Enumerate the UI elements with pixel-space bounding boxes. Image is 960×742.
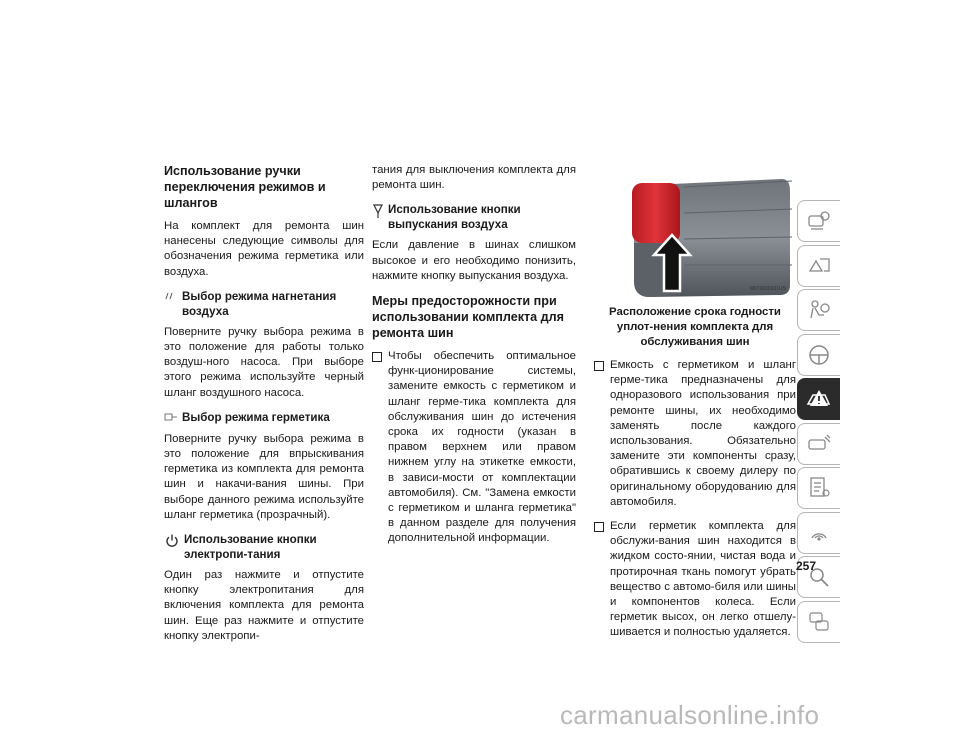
sealant-canister-figure xyxy=(632,173,792,301)
bullet-text: Чтобы обеспечить оптимальное функ-ционирование системы, замените емкость с герметиком и шланг герме-тика комплекта для обслуживания шин до истечения срока их годности (указан в правом верхнем или правом нижнем углу на этикетке емкости, в зависи-мости от комплектации автомобиля). См. "Замена емкости с герметиком и шланга герметика" в данном разделе для получения дополнительной информации. xyxy=(388,350,576,545)
bullet-item xyxy=(594,358,796,510)
safety-icon xyxy=(806,253,832,279)
page-number: 257 xyxy=(796,559,817,573)
bullet-text: Если герметик комплекта для обслужи-вания шин находится в жидком состо-янии, чистая вода и протирочная ткань помогут убрать вещество с автомо-биля или шины и компонентов колеса. Если герметик высох, он легко отшелу-шивается и полностью удаляется. xyxy=(610,520,796,639)
heading-air-mode-text: Выбор режима нагнетания воздуха xyxy=(182,289,337,318)
paragraph-sealant-mode: Поверните ручку выбора режима в это положение для впрыскивания герметика из комплекта для ремонта шин и накачи-вания шины. При выборе данного режима используйте шланг герметика (прозрачный). xyxy=(164,432,364,521)
bullet-square-icon xyxy=(594,522,604,532)
deflate-icon xyxy=(372,203,384,223)
tab-servicing[interactable] xyxy=(797,423,840,465)
column-right xyxy=(594,165,796,650)
power-icon xyxy=(164,533,180,553)
heading-power-button xyxy=(164,532,364,562)
airbag-icon xyxy=(806,297,832,323)
paragraph-air-mode: Поверните ручку выбора режима в это положение для работы только воздуш-ного насоса. При выборе этого режима используйте черный шланг воздушного насоса. xyxy=(164,325,364,399)
heading-air-mode xyxy=(164,289,364,319)
servicing-icon xyxy=(806,431,832,457)
heading-deflate-button-text: Использование кнопки выпускания воздуха xyxy=(388,203,521,232)
heading-sealant-mode-text: Выбор режима герметика xyxy=(182,410,330,424)
heading-deflate-button xyxy=(372,202,576,232)
roadside-emergency-icon xyxy=(805,386,833,412)
column-middle xyxy=(372,163,576,556)
tab-languages[interactable] xyxy=(797,601,840,643)
heading-power-button-text: Использование кнопки электропи-тания xyxy=(184,533,317,562)
paragraph-intro: На комплект для ремонта шин нанесены следующие символы для обозначения режима герметика или воздуха. xyxy=(164,220,364,278)
tab-emergency[interactable] xyxy=(797,378,840,420)
tab-vehicle-info[interactable] xyxy=(797,200,840,242)
tab-safety[interactable] xyxy=(797,245,840,287)
bullet-item xyxy=(372,349,576,547)
bullet-square-icon xyxy=(594,361,604,371)
paragraph-continuation: тания для выключения комплекта для ремонта шин. xyxy=(372,164,576,192)
sealant-mode-icon xyxy=(164,411,178,426)
column-left xyxy=(164,163,364,653)
paragraph-deflate-button: Если давление в шинах слишком высокое и его необходимо понизить, нажмите кнопку выпускания воздуха. xyxy=(372,239,576,282)
watermark: carmanualsonline.info xyxy=(560,700,820,730)
chapter-tabs xyxy=(797,200,843,645)
bullet-item xyxy=(594,519,796,641)
figure-code: M070000031US xyxy=(749,285,786,292)
specifications-icon xyxy=(806,475,832,501)
section-title-mode-knob: Использование ручки переключения режимов и шлангов xyxy=(164,164,326,210)
bullet-square-icon xyxy=(372,352,382,362)
multimedia-icon xyxy=(806,520,832,546)
tab-driving[interactable] xyxy=(797,334,840,376)
paragraph-power-button: Один раз нажмите и отпустите кнопку электропитания для включения комплекта для ремонта шин. Еще раз нажмите и отпустите кнопку электропи- xyxy=(164,569,364,642)
tab-multimedia[interactable] xyxy=(797,512,840,554)
tab-specifications[interactable] xyxy=(797,467,840,509)
section-title-precautions: Меры предосторожности при использовании комплекта для ремонта шин xyxy=(372,294,565,341)
vehicle-info-icon xyxy=(806,208,832,234)
heading-sealant-mode xyxy=(164,410,364,426)
steering-wheel-icon xyxy=(806,342,832,368)
figure-caption: Расположение срока годности уплот-нения комплекта для обслуживания шин xyxy=(609,306,781,348)
languages-icon xyxy=(806,609,832,635)
bullet-text: Емкость с герметиком и шланг герме-тика предназначены для одноразового использования при ремонте шины, их необходимо заменять после каждого использования. Обязательно замените эти компоненты сразу, обратившись к своему дилеру по оригинальному оборудованию для автомобиля. xyxy=(610,359,796,508)
air-mode-icon xyxy=(164,290,178,305)
tab-airbag[interactable] xyxy=(797,289,840,331)
